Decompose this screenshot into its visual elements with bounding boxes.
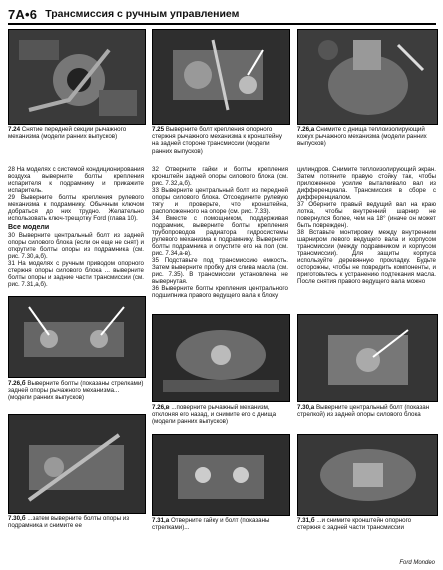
photo-7-31b	[297, 434, 438, 516]
figure-number: 7.26,а	[297, 126, 315, 133]
photo-7-26b	[8, 296, 146, 378]
paragraph: 36 Выверните болты крепления центрального подшипника правого ведущего вала к блоку	[152, 285, 288, 299]
paragraph: 31 На моделях с ручным приводом опорного стержня опоры силового блока ... выверните болты опоры и задние части трансмиссии (см. рис. 7.31,а,б).	[8, 260, 144, 288]
subheading: Все модели	[8, 224, 50, 231]
caption-text: ...поверните рычажный механизм, отклоняя его назад, и снимите его с днища (модели ранних выпусков)	[152, 404, 277, 426]
caption-7-26v	[152, 404, 288, 426]
photo-7-26v	[152, 314, 290, 402]
photo-image	[153, 435, 289, 515]
header-rule	[8, 23, 436, 25]
figure-number: 7.30,а	[297, 404, 315, 411]
photo-image	[298, 315, 437, 401]
text-column-1	[8, 166, 144, 288]
paragraph: 29 Выверните болты крепления рулевого механизма к подрамнику. Обычным ключом добраться до них трудно. Желательно использовать ключ-трещотку Ford (глава 10).	[8, 194, 144, 222]
photo-image	[298, 30, 437, 124]
photo-7-30b	[8, 414, 146, 514]
caption-7-26a	[297, 126, 436, 148]
paragraph: 33 Выверните центральный болт из передней опоры силового блока. Отсоедините рулевую тягу и проверьте, что кронштейна, расположенного на опоре (см. рис. 7.33).	[152, 187, 288, 215]
figure-number: 7.26,б	[8, 380, 26, 387]
figure-number: 7.31,а	[152, 517, 170, 524]
text-column-2	[152, 166, 288, 299]
photo-7-25	[152, 29, 290, 125]
caption-text: Выверните центральный болт (показан стрелкой) из задней опоры силового блока	[297, 404, 430, 419]
figure-number: 7.24	[8, 126, 21, 133]
caption-7-30a	[297, 404, 436, 418]
caption-text: ...и снимите кронштейн опорного стержня с задней части трансмиссии	[297, 517, 412, 532]
caption-text: ...затем выверните болты опоры из подрамника и снимите ее	[8, 515, 130, 530]
photo-image	[9, 30, 145, 124]
photo-7-31a	[152, 434, 290, 516]
paragraph: цилиндров. Снимите теплоизолирующий экран. Затем потяните правую стойку так, чтобы приложенное усилие выталкивало вал из дифференциала. Трансмиссия в сборе с дифференциалом.	[297, 166, 436, 201]
text-column-3	[297, 166, 436, 285]
figure-number: 7.30,б	[8, 515, 26, 522]
caption-7-30b	[8, 515, 144, 529]
paragraph: 28 На моделях с системой кондиционирования воздуха выверните болты крепления испарителя к подрамнику и прикажите испаритель.	[8, 166, 144, 194]
photo-7-26a	[297, 29, 438, 125]
caption-7-26b	[8, 380, 144, 402]
figure-number: 7.26,в	[152, 404, 170, 411]
photo-7-30a	[297, 314, 438, 402]
caption-text: Выверните болт крепления опорного стержня рычажного механизма к кронштейну на задней стороне трансмиссии (модели ранних выпусков)	[152, 126, 282, 155]
section-code: 7A•6	[8, 6, 38, 22]
caption-7-25	[152, 126, 288, 155]
paragraph: 30 Выверните центральный болт из задней опоры силового блока (если он еще не снят) и открутите болты опоры из подрамника (см. рис. 7.30,а,б).	[8, 232, 144, 260]
page-header	[8, 6, 436, 22]
page-title: Трансмиссия с ручным управлением	[45, 8, 240, 20]
caption-text: Снятие передней секции рычажного механизма (модели ранних выпусков)	[8, 126, 127, 141]
photo-7-24	[8, 29, 146, 125]
caption-text: Выверните болты (показаны стрелками) задней опоры рычажного механизма... (модели ранних выпусков)	[8, 380, 144, 402]
paragraph: 32 Отверните гайки и болты крепления кронштейн задней опоры силового блока (см. рис. 7.32,а,б).	[152, 166, 288, 187]
paragraph: 34 Вместе с помощником, поддерживая подрамник, выверните болты крепления трубопроводов радиатора гидросистемы рулевого механизма к подрамнику. Выверните болты подрамника и опустите его на пол (см. рис. 7.34,а-в).	[152, 215, 288, 257]
caption-7-31b	[297, 517, 436, 531]
photo-image	[298, 435, 437, 515]
page-footer: Ford Mondeo	[399, 560, 435, 566]
photo-image	[153, 315, 289, 401]
photo-image	[9, 297, 145, 377]
paragraph: 37 Оберните правый ведущий вал на краю лотка, чтобы внутренний шарнир не повернулся более, чем на 18° (иначе он может быть поврежден).	[297, 201, 436, 229]
caption-text: Снимите с днища теплоизолирующий кожух рычажного механизма (модели ранних выпусков)	[297, 126, 427, 148]
figure-number: 7.25	[152, 126, 165, 133]
photo-image	[153, 30, 289, 124]
paragraph: 38 Вставьте монтировку между внутренним шарниром левого ведущего вала и корпусом трансмиссии (между подрамником и корпусом трансмиссии). Для защиты корпуса используйте деревянную прокладку. Будьте осторожны, чтобы не повредить компоненты, и приготовьтесь к устранению подтекания масла. После снятия правого ведущего вала можно	[297, 229, 436, 285]
figure-number: 7.31,б	[297, 517, 315, 524]
caption-7-31a	[152, 517, 288, 531]
caption-text: Отверните гайку и болт (показаны стрелками)...	[152, 517, 270, 532]
paragraph: 35 Подставьте под трансмиссию емкость. Затем выверните пробку для слива масла (см. рис. 7.35). В трансмиссии установлена не вывернутая.	[152, 257, 288, 285]
photo-image	[9, 415, 145, 513]
caption-7-24	[8, 126, 144, 140]
